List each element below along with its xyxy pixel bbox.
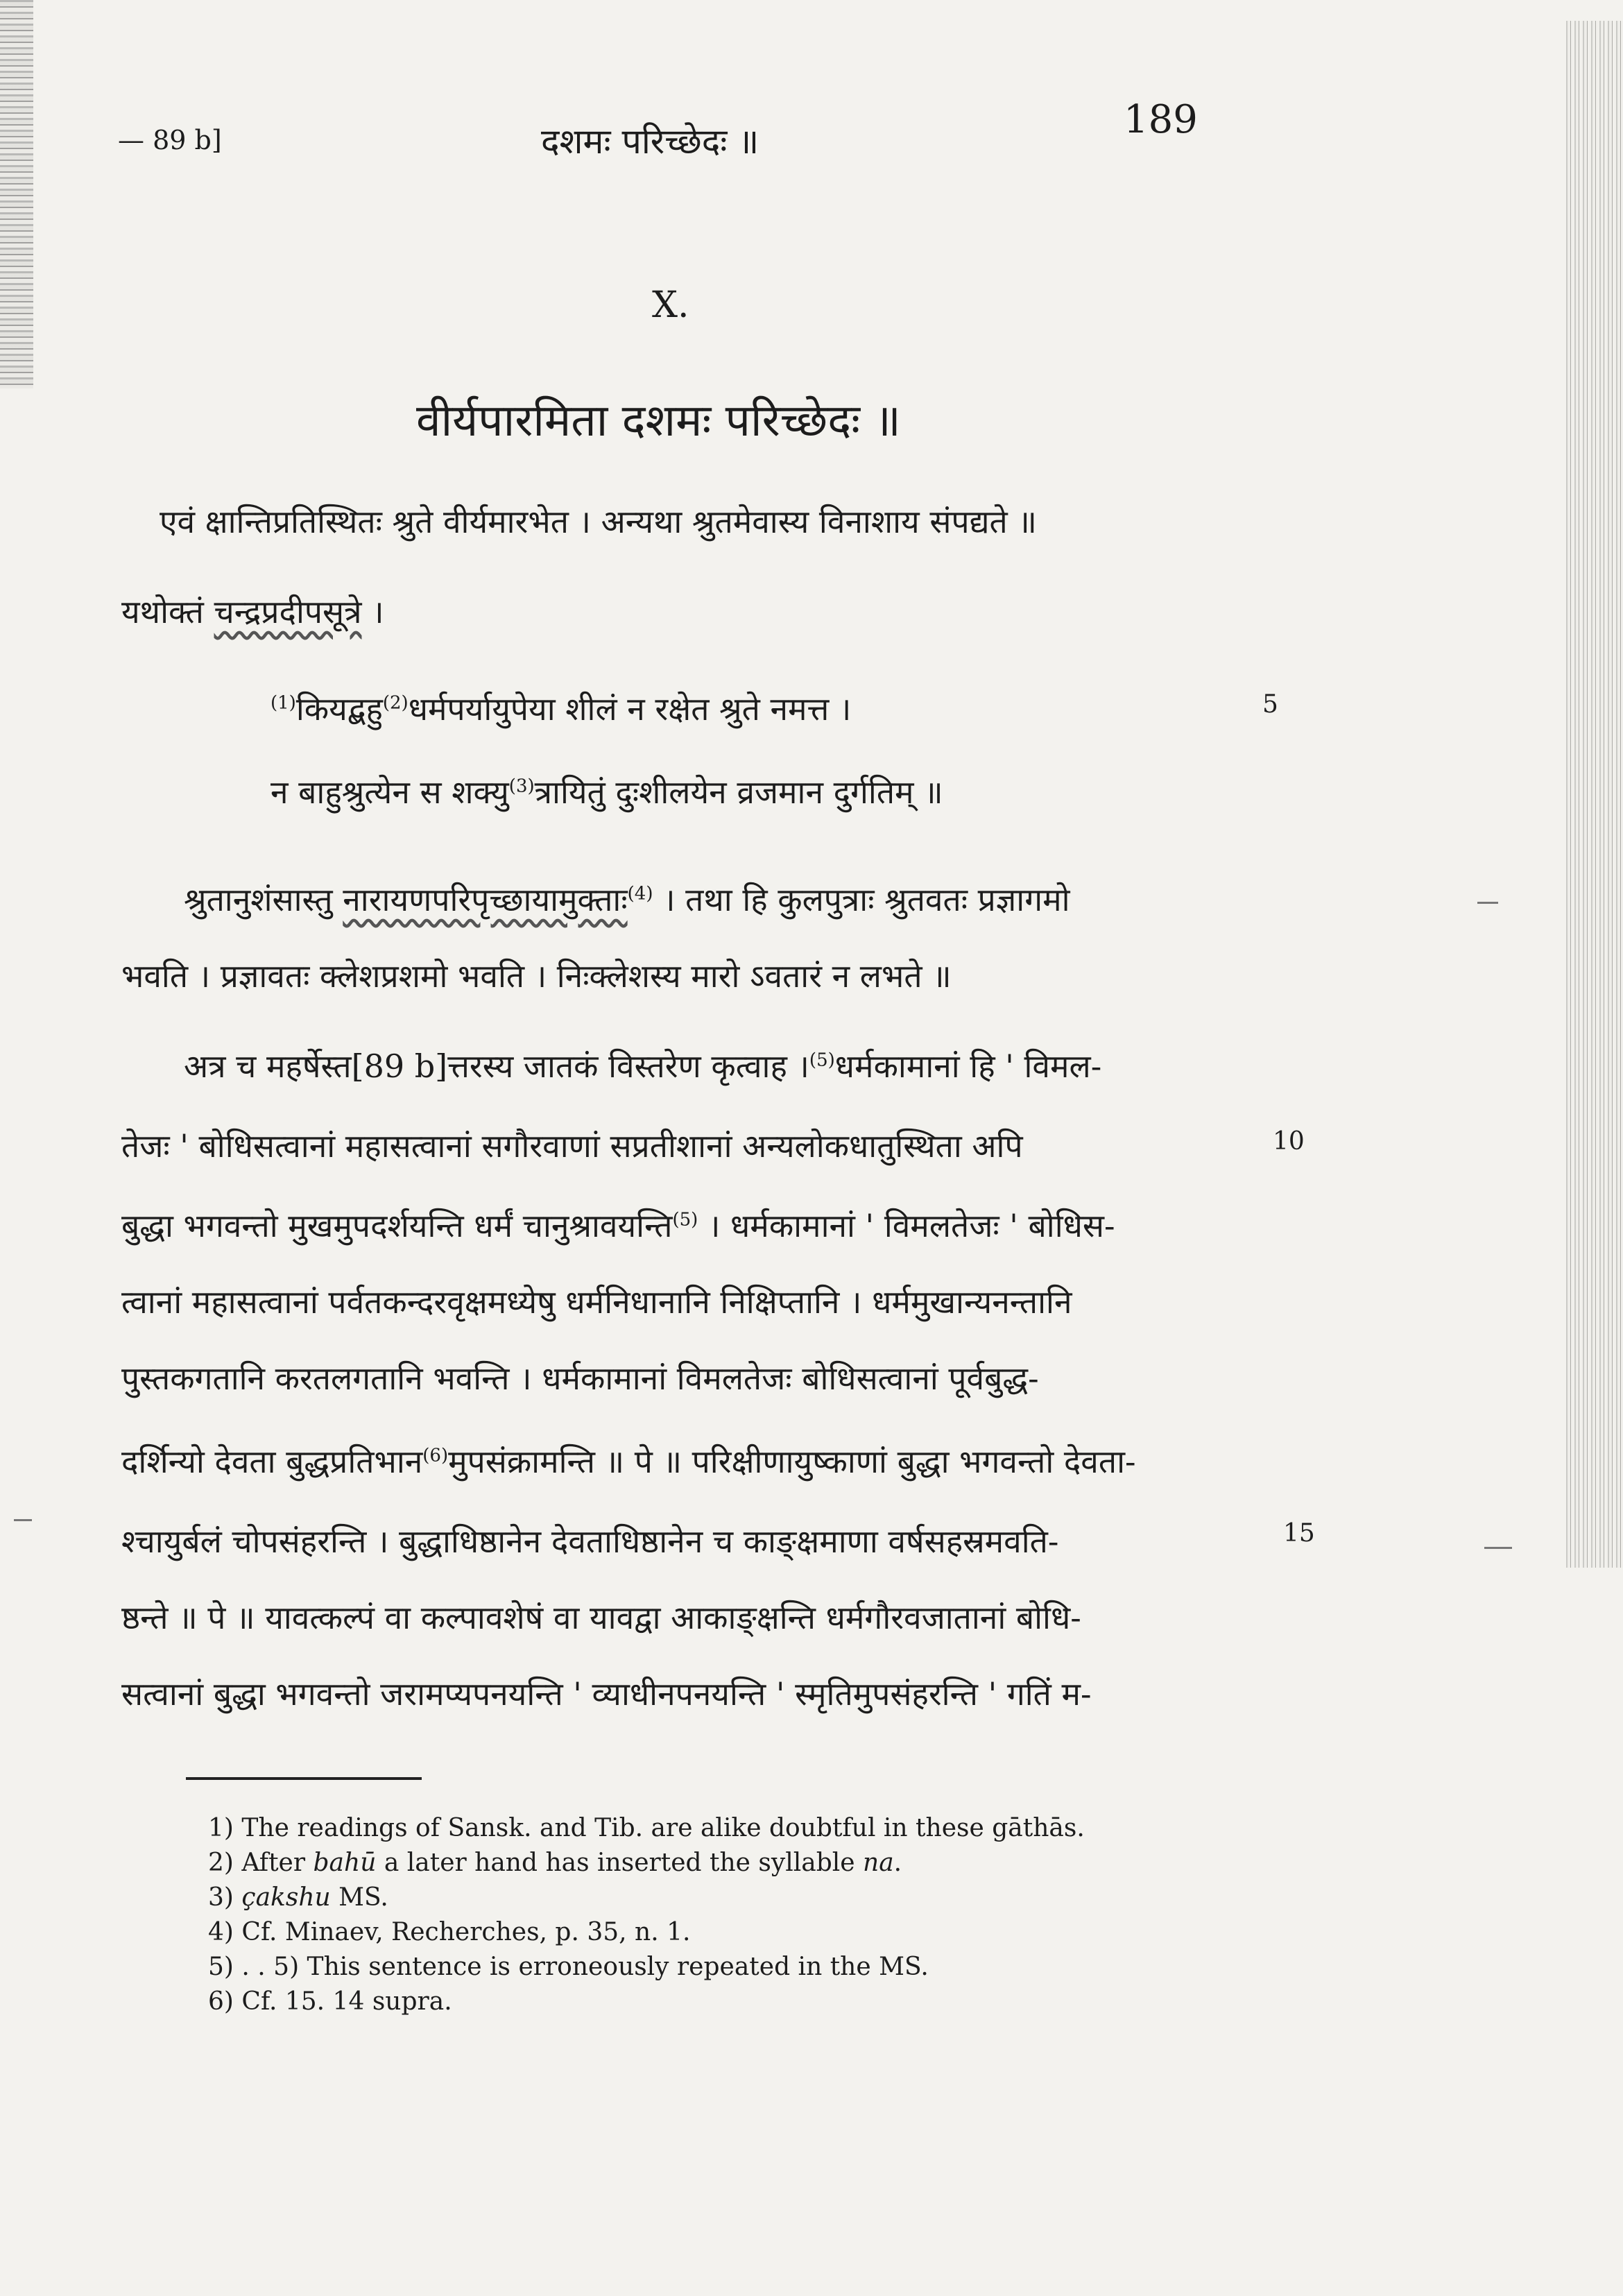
footnote-italic: na	[863, 1849, 894, 1877]
cited-source: चन्द्रप्रदीपसूत्रे	[214, 593, 362, 631]
footnote-marker: (6)	[422, 1445, 449, 1466]
page-number: 189	[1124, 97, 1198, 142]
text-fragment: यथोक्तं	[121, 593, 214, 631]
line-number-10: 10	[1273, 1127, 1305, 1156]
text-line-6: तेजः ' बोधिसत्वानां महासत्वानां सगौरवाणां सप्रतीशानां अन्यलोकधातुस्थिता अपि	[121, 1127, 1023, 1165]
text-line-5	[184, 1044, 1101, 1087]
text-line-8: त्वानां महासत्वानां पर्वतकन्दरवृक्षमध्येषु धर्मनिधानानि निक्षिप्तानि । धर्ममुखान्यनन्तानि	[121, 1283, 1072, 1321]
text-fragment: । धर्मकामानां ' विमलतेजः ' बोधिस-	[698, 1207, 1115, 1244]
text-line-10	[121, 1439, 1136, 1482]
scan-mark	[1477, 902, 1498, 904]
verse-fragment: न बाहुश्रुत्येन स शक्यु	[270, 773, 509, 811]
verse-line-2	[270, 770, 943, 813]
footnote-2	[208, 1849, 902, 1877]
footnote-text: .	[893, 1849, 902, 1877]
chapter-title: वीर्यपारमिता दशमः परिच्छेदः ॥	[416, 395, 901, 447]
text-fragment: । तथा हि कुलपुत्राः श्रुतवतः प्रज्ञागमो	[653, 881, 1070, 918]
text-line-11: श्चायुर्बलं चोपसंहरन्ति । बुद्धाधिष्ठानेन देवताधिष्ठानेन च काङ्क्षमाणा वर्षसहस्रमवति-	[121, 1523, 1059, 1560]
text-line-13: सत्वानां बुद्धा भगवन्तो जरामप्यपनयन्ति ' व्याधीनपनयन्ति ' स्मृतिमुपसंहरन्ति ' गतिं म-	[121, 1675, 1092, 1713]
text-fragment: मुपसंक्रामन्ति ॥ पे ॥ परिक्षीणायुष्काणां बुद्धा भगवन्तो देवता-	[448, 1443, 1136, 1480]
footnote-text: 2) After	[208, 1849, 314, 1877]
text-line-7	[121, 1203, 1115, 1246]
text-fragment: श्रुतानुशंसास्तु	[184, 881, 343, 918]
footnote-6: 6) Cf. 15. 14 supra.	[208, 1987, 452, 2016]
footnote-marker: (1)	[270, 692, 296, 714]
verse-line-1	[270, 687, 851, 730]
footnote-marker: (5)	[809, 1050, 835, 1071]
running-title: दशमः परिच्छेदः ॥	[541, 121, 759, 162]
text-line-3	[184, 877, 1070, 920]
footnote-italic: çakshu	[241, 1883, 331, 1912]
footnote-marker: (4)	[627, 883, 653, 905]
footnote-1: 1) The readings of Sansk. and Tib. are alike doubtful in these gāthās.	[208, 1814, 1085, 1842]
text-line-1: एवं क्षान्तिप्रतिस्थितः श्रुते वीर्यमारभेत । अन्यथा श्रुतमेवास्य विनाशाय संपद्यते ॥	[160, 503, 1037, 540]
line-number-15: 15	[1283, 1519, 1315, 1548]
footnote-marker: (2)	[382, 692, 409, 714]
verse-fragment: कियद्बहु	[295, 690, 383, 728]
text-fragment: धर्मकामानां हि ' विमल-	[834, 1047, 1102, 1085]
verse-fragment: धर्मपर्यायुपेया शीलं न रक्षेत श्रुते नमत्त ।	[408, 690, 852, 728]
footnote-rule	[186, 1777, 422, 1780]
footnote-3	[208, 1883, 388, 1912]
text-line-4: भवति । प्रज्ञावतः क्लेशप्रशमो भवति । निःक्लेशस्य मारो ऽवतारं न लभते ॥	[121, 957, 952, 995]
footnote-text: MS.	[330, 1883, 388, 1912]
text-fragment: दर्शिन्यो देवता बुद्धप्रतिभान	[121, 1443, 423, 1480]
footnote-marker: (5)	[672, 1209, 698, 1231]
footnote-5: 5) . . 5) This sentence is erroneously repeated in the MS.	[208, 1953, 929, 1981]
text-fragment: बुद्धा भगवन्तो मुखमुपदर्शयन्ति धर्मं चानुश्रावयन्ति	[121, 1207, 673, 1244]
footnote-italic: bahū	[313, 1849, 377, 1877]
footnote-marker: (3)	[508, 776, 535, 797]
footnote-4: 4) Cf. Minaev, Recherches, p. 35, n. 1.	[208, 1918, 691, 1946]
text-line-2	[121, 590, 384, 633]
scan-mark	[1484, 1547, 1512, 1549]
scan-shadow-right	[1566, 21, 1623, 1568]
chapter-number: X.	[652, 284, 689, 326]
text-fragment: अत्र च महर्षेस्त[89 b]त्तरस्य जातकं विस्तरेण कृत्वाह ।	[184, 1047, 809, 1085]
text-fragment: ।	[361, 593, 384, 631]
footnote-text: 3)	[208, 1883, 242, 1912]
cited-source: नारायणपरिपृच्छायामुक्ताः	[343, 881, 628, 918]
footnote-text: a later hand has inserted the syllable	[376, 1849, 864, 1877]
verse-fragment: त्रायितुं दुःशीलयेन व्रजमान दुर्गतिम् ॥	[534, 773, 943, 811]
text-line-9: पुस्तकगतानि करतलगतानि भवन्ति । धर्मकामानां विमलतेजः बोधिसत्वानां पूर्वबुद्ध-	[121, 1360, 1039, 1397]
line-number-5: 5	[1262, 690, 1278, 719]
header-left-reference: — 89 b]	[118, 125, 222, 155]
scan-shadow-left	[0, 0, 33, 388]
scan-mark	[14, 1519, 32, 1521]
text-line-12: ष्ठन्ते ॥ पे ॥ यावत्कल्पं वा कल्पावशेषं वा यावद्वा आकाङ्क्षन्ति धर्मगौरवजातानां बोधि-	[121, 1599, 1081, 1636]
